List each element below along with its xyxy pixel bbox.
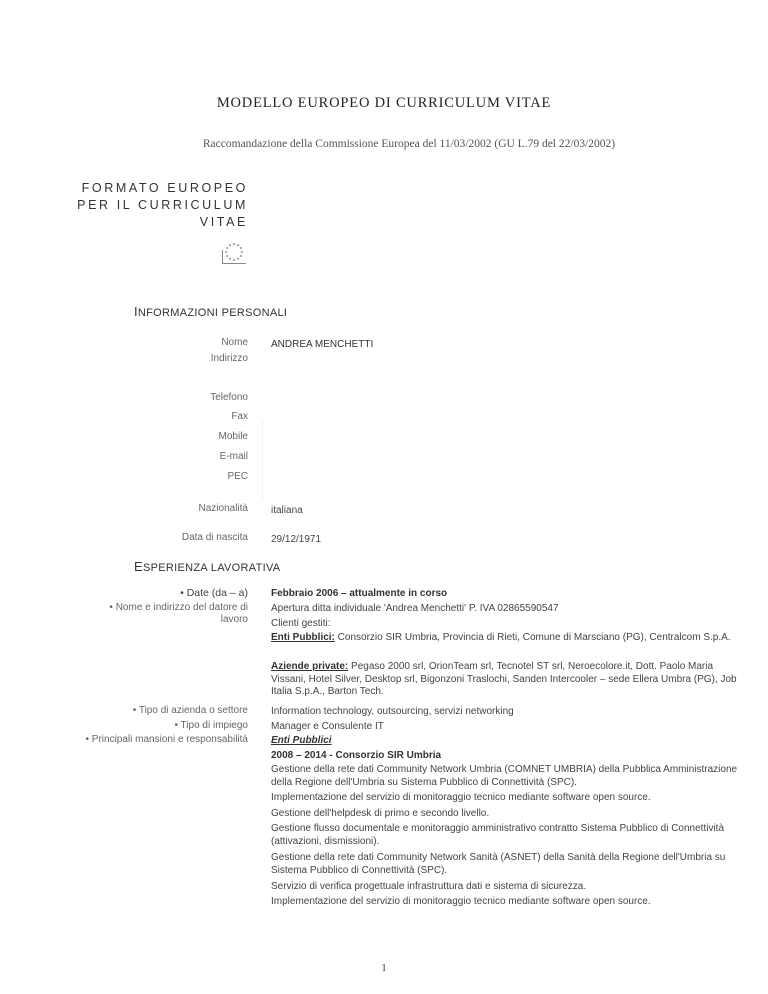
section-title-rest: SPERIENZA LAVORATIVA: [142, 562, 281, 574]
label-employer: [100, 602, 248, 626]
value-data-nascita: 29/12/1971: [271, 534, 322, 545]
value-clients-label: Clienti gestiti:: [271, 618, 331, 629]
enti-pubblici-label: Enti Pubblici:: [271, 632, 335, 643]
label-telefono: Telefono: [210, 392, 248, 403]
value-period: Febbraio 2006 – attualmente in corso: [271, 588, 448, 599]
value-nazionalita: italiana: [271, 505, 303, 516]
value-company: Apertura ditta individuale 'Andrea Menchetti' P. IVA 02865590547: [271, 603, 559, 614]
label-mobile: Mobile: [218, 431, 248, 442]
page-number: 1: [381, 962, 387, 974]
duty-item: Servizio di verifica progettuale infrastruttura dati e sistema di sicurezza.: [271, 881, 587, 892]
section-cap-letter: E: [134, 559, 143, 574]
section-cap-letter: I: [134, 304, 138, 319]
label-pec: PEC: [227, 471, 248, 482]
formato-line-3: VITAE: [199, 215, 248, 229]
field-divider: [262, 420, 263, 500]
formato-line-2: PER IL CURRICULUM: [77, 198, 248, 212]
label-employer-line-2: lavoro: [220, 614, 248, 625]
label-date: • Date (da – a): [180, 587, 248, 599]
duties-heading-text: Enti Pubblici: [271, 735, 332, 746]
aziende-private-text: Pegaso 2000 srl, OrionTeam srl, Tecnotel ST srl, Neroecolore.it, Dott. Paolo Maria Vissani, Hotel Silver, Desktop srl, Bigonzoni Traslochi, Sanden Intercooler – sede Ellera Umbra (PG), Job Italia S.p.A., Barton Tech.: [271, 661, 737, 697]
label-fax: Fax: [231, 411, 248, 422]
label-email: E-mail: [219, 451, 248, 462]
formato-line-1: FORMATO EUROPEO: [81, 181, 248, 195]
label-data-nascita: Data di nascita: [181, 532, 248, 543]
duties-heading: [271, 734, 741, 747]
label-indirizzo: Indirizzo: [210, 353, 248, 364]
duty-item: Gestione della rete dati Community Network Umbria (COMNET UMBRIA) della Pubblica Amministrazione della Regione dell'Umbria su Sistema Pubblico di Connettività (SPC).: [271, 764, 738, 788]
value-nome: ANDREA MENCHETTI: [271, 339, 374, 350]
label-nazionalita: Nazionalità: [198, 503, 248, 514]
value-sector: Information technology, outsourcing, servizi networking: [271, 706, 514, 717]
label-employer-line-1: • Nome e indirizzo del datore di: [109, 602, 248, 613]
eu-flag-icon: [222, 240, 246, 264]
enti-pubblici-text: Consorzio SIR Umbria, Provincia di Rieti, Comune di Marsciano (PG), Centralcom S.p.A.: [334, 632, 731, 643]
value-enti-pubblici: [271, 632, 741, 645]
formato-europeo-heading: [60, 180, 248, 231]
duty-item: Implementazione del servizio di monitoraggio tecnico mediante software open source.: [271, 792, 651, 803]
aziende-private-label: Aziende private:: [271, 661, 349, 672]
duty-item: Implementazione del servizio di monitoraggio tecnico mediante software open source.: [271, 896, 651, 907]
duty-item: Gestione flusso documentale e monitoraggio amministrativo contratto Sistema Pubblico di Connettività (attivazioni, dismissioni).: [271, 823, 725, 847]
duty-item: Gestione della rete dati Community Network Sanità (ASNET) della Sanità della Regione dell'Umbria su Sistema Pubblico di Connettività (SPC).: [271, 852, 726, 876]
label-duties: • Principali mansioni e responsabilità: [85, 734, 248, 745]
section-title-rest: NFORMAZIONI PERSONALI: [137, 307, 288, 319]
document-title: MODELLO EUROPEO DI CURRICULUM VITAE: [216, 95, 552, 111]
label-nome: Nome: [221, 337, 248, 348]
label-job-type: • Tipo di impiego: [174, 720, 248, 731]
value-job-type: Manager e Consulente IT: [271, 721, 384, 732]
section-informazioni-personali: [134, 304, 287, 319]
value-aziende-private: [271, 661, 741, 699]
duty-item: Gestione dell'helpdesk di primo e secondo livello.: [271, 808, 490, 819]
document-subtitle: Raccomandazione della Commissione Europea del 11/03/2002 (GU L.79 del 22/03/2002): [202, 138, 616, 150]
value-sub-period: 2008 – 2014 - Consorzio SIR Umbria: [271, 750, 442, 761]
label-sector: • Tipo di azienda o settore: [132, 705, 248, 716]
section-esperienza-lavorativa: [134, 559, 280, 574]
